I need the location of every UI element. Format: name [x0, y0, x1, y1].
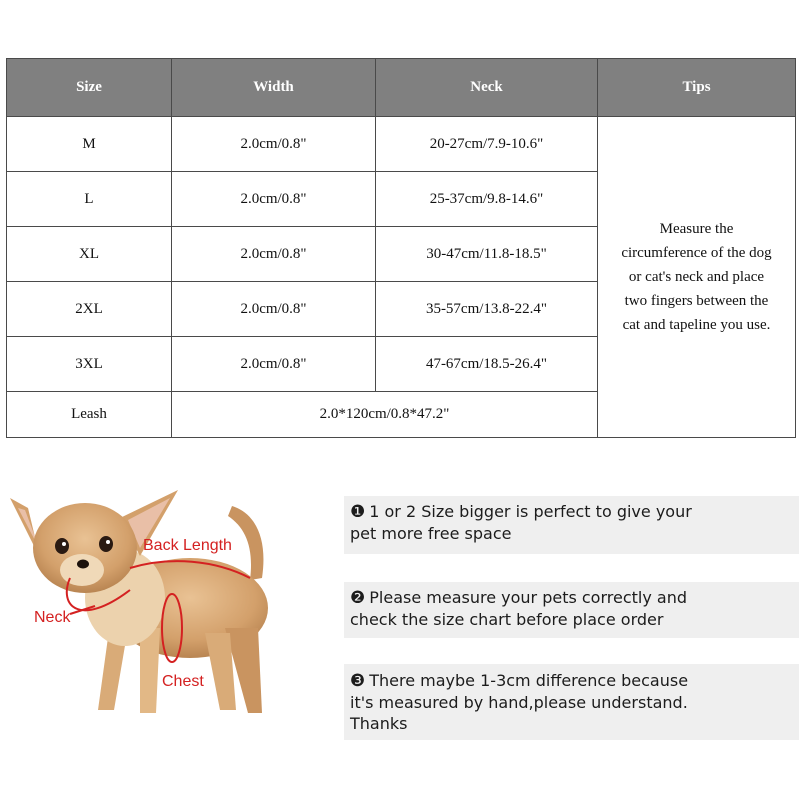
size-cell: M: [7, 117, 172, 172]
header-size: Size: [7, 59, 172, 117]
size-cell: L: [7, 172, 172, 227]
leash-value-cell: 2.0*120cm/0.8*47.2": [172, 392, 598, 438]
tips-line: Measure the: [659, 221, 734, 237]
tips-line: or cat's neck and place: [628, 269, 765, 285]
neck-cell: 25-37cm/9.8-14.6": [376, 172, 598, 227]
back-length-label: Back Length: [143, 537, 232, 554]
tip-item: [344, 496, 799, 554]
neck-cell: 47-67cm/18.5-26.4": [376, 337, 598, 392]
dog-illustration: [10, 490, 268, 713]
tip-text: check the size chart before place order: [350, 610, 664, 629]
size-cell: 2XL: [7, 282, 172, 337]
table-row: [7, 117, 796, 172]
tips-line: circumference of the dog: [621, 245, 772, 261]
tips-cell: [598, 117, 796, 438]
chest-label: Chest: [162, 673, 204, 690]
neck-cell: 30-47cm/11.8-18.5": [376, 227, 598, 282]
header-tips: Tips: [598, 59, 796, 117]
size-chart-table: [6, 58, 796, 438]
tips-line: cat and tapeline you use.: [622, 317, 771, 333]
dog-measurement-diagram: [0, 478, 330, 738]
tip-text: Thanks: [350, 714, 408, 733]
tip-line: [350, 670, 799, 692]
header-width: Width: [172, 59, 376, 117]
size-cell: 3XL: [7, 337, 172, 392]
table-header-row: [7, 59, 796, 117]
tip-number: ❶: [350, 502, 366, 522]
width-cell: 2.0cm/0.8": [172, 337, 376, 392]
header-neck: Neck: [376, 59, 598, 117]
neck-label: Neck: [34, 609, 71, 626]
tip-text: pet more free space: [350, 524, 512, 543]
tip-text: Please measure your pets correctly and: [369, 588, 688, 607]
tip-text: it's measured by hand,please understand.: [350, 693, 688, 712]
width-cell: 2.0cm/0.8": [172, 282, 376, 337]
tip-item: [344, 664, 799, 740]
tip-line: [350, 587, 799, 609]
size-cell: XL: [7, 227, 172, 282]
tips-line: two fingers between the: [624, 293, 769, 309]
tip-number: ❸: [350, 671, 366, 691]
leash-label-cell: Leash: [7, 392, 172, 438]
tip-line: [350, 501, 799, 523]
width-cell: 2.0cm/0.8": [172, 117, 376, 172]
tip-text: There maybe 1-3cm difference because: [369, 671, 689, 690]
tip-item: [344, 582, 799, 638]
width-cell: 2.0cm/0.8": [172, 172, 376, 227]
width-cell: 2.0cm/0.8": [172, 227, 376, 282]
neck-cell: 20-27cm/7.9-10.6": [376, 117, 598, 172]
tip-text: 1 or 2 Size bigger is perfect to give your: [369, 502, 692, 521]
tip-number: ❷: [350, 588, 366, 608]
neck-cell: 35-57cm/13.8-22.4": [376, 282, 598, 337]
